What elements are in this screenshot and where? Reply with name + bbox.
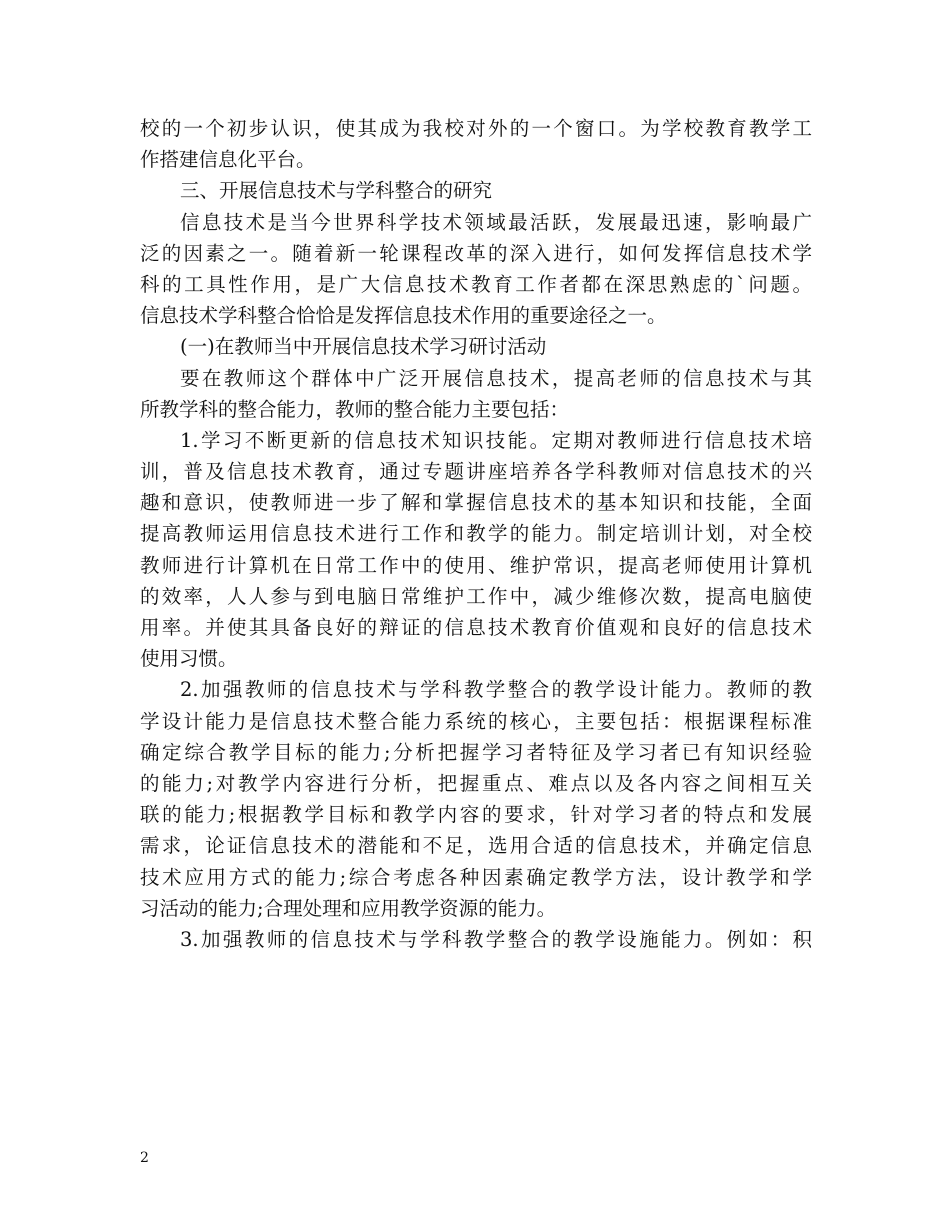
text-line: (一)在教师当中开展信息技术学习研讨活动 — [180, 335, 547, 359]
text-line: 泛的因素之一。随着新一轮课程改革的深入进行，如何发挥信息技术学 — [140, 241, 812, 265]
text-line: 2.加强教师的信息技术与学科教学整合的教学设计能力。教师的教 — [180, 678, 812, 702]
text-line: 学设计能力是信息技术整合能力系统的核心，主要包括：根据课程标准 — [140, 709, 812, 733]
text-line: 的能力;对教学内容进行分析，把握重点、难点以及各内容之间相互关 — [140, 771, 812, 795]
text-line: 提高教师运用信息技术进行工作和教学的能力。制定培训计划，对全校 — [140, 522, 812, 546]
text-line: 趣和意识，使教师进一步了解和掌握信息技术的基本知识和技能，全面 — [140, 491, 812, 515]
text-line: 习活动的能力;合理处理和应用教学资源的能力。 — [140, 896, 557, 920]
text-line: 三、开展信息技术与学科整合的研究 — [180, 179, 493, 203]
text-line: 教师进行计算机在日常工作中的使用、维护常识，提高老师使用计算机 — [140, 553, 812, 577]
text-line: 科的工具性作用，是广大信息技术教育工作者都在深思熟虑的`问题。 — [140, 272, 812, 296]
text-line: 确定综合教学目标的能力;分析把握学习者特征及学习者已有知识经验 — [140, 740, 812, 764]
text-line: 所教学科的整合能力，教师的整合能力主要包括： — [140, 397, 570, 421]
text-line: 校的一个初步认识，使其成为我校对外的一个窗口。为学校教育教学工 — [140, 117, 812, 140]
text-line: 1.学习不断更新的信息技术知识技能。定期对教师进行信息技术培 — [180, 428, 812, 452]
text-line: 作搭建信息化平台。 — [140, 148, 316, 172]
text-line: 信息技术是当今世界科学技术领域最活跃，发展最迅速，影响最广 — [180, 210, 812, 234]
text-line: 用率。并使其具备良好的辩证的信息技术教育价值观和良好的信息技术 — [140, 616, 812, 639]
text-line: 训，普及信息技术教育，通过专题讲座培养各学科教师对信息技术的兴 — [140, 460, 812, 484]
text-line: 技术应用方式的能力;综合考虑各种因素确定教学方法，设计教学和学 — [140, 865, 812, 889]
text-line: 使用习惯。 — [140, 647, 238, 671]
text-line: 3.加强教师的信息技术与学科教学整合的教学设施能力。例如：积 — [180, 927, 812, 951]
text-line: 联的能力;根据教学目标和教学内容的要求，针对学习者的特点和发展 — [140, 803, 812, 827]
body-text — [140, 113, 812, 955]
text-line: 信息技术学科整合恰恰是发挥信息技术作用的重要途径之一。 — [140, 304, 667, 328]
page-number: 2 — [140, 1150, 149, 1166]
text-line: 需求，论证信息技术的潜能和不足，选用合适的信息技术，并确定信息 — [140, 834, 812, 858]
text-line: 的效率，人人参与到电脑日常维护工作中，减少维修次数，提高电脑使 — [140, 584, 812, 608]
text-line: 要在教师这个群体中广泛开展信息技术，提高老师的信息技术与其 — [180, 366, 812, 390]
